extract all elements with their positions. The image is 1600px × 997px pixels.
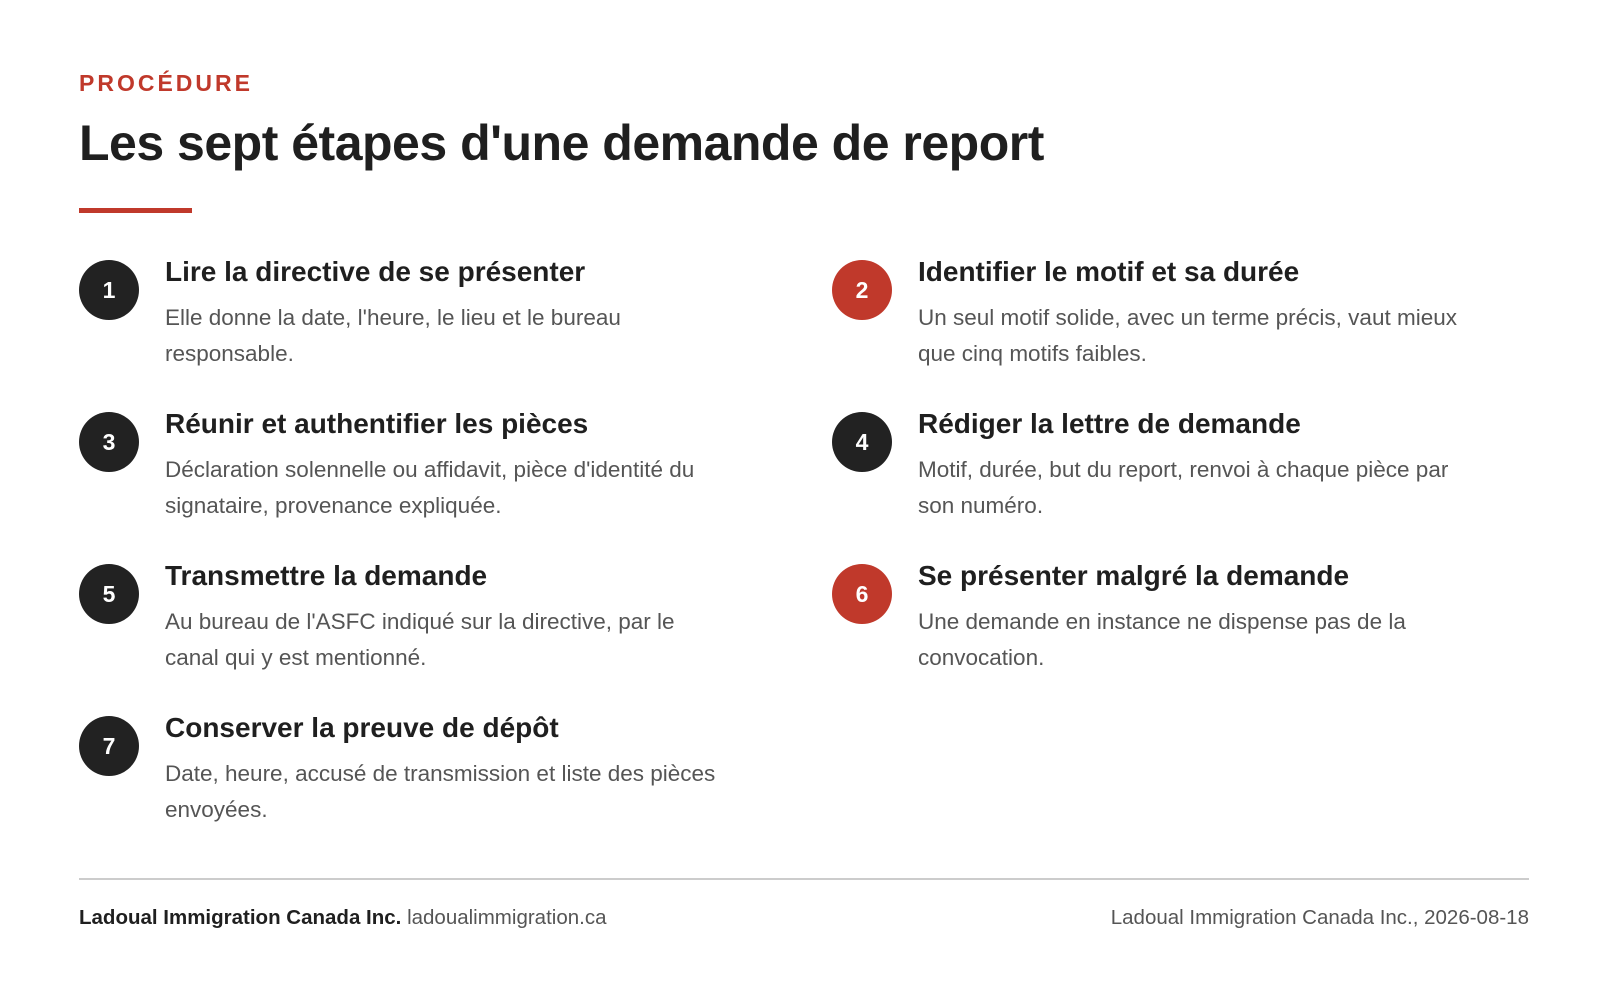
step-1 <box>79 256 719 386</box>
document-page <box>79 0 1529 997</box>
step-title: Rédiger la lettre de demande <box>918 408 1301 439</box>
step-title: Se présenter malgré la demande <box>918 560 1350 591</box>
step-title: Transmettre la demande <box>165 560 488 591</box>
title-underline <box>79 208 192 213</box>
footer-credit: Ladoual Immigration Canada Inc., 2026-08-18 <box>1110 906 1529 929</box>
step-7 <box>79 712 719 842</box>
step-number-badge: 7 <box>79 716 139 776</box>
step-number-badge: 5 <box>79 564 139 624</box>
page-title: Les sept étapes d'une demande de report <box>79 115 1044 171</box>
step-title: Identifier le motif et sa durée <box>918 256 1300 287</box>
step-title: Lire la directive de se présenter <box>165 256 586 287</box>
footer-website-link[interactable]: ladoualimmigration.ca <box>407 906 607 929</box>
section-eyebrow: PROCÉDURE <box>79 70 253 96</box>
step-description: Une demande en instance ne dispense pas de la convocation. <box>918 609 1406 670</box>
step-6 <box>832 560 1472 690</box>
step-number-badge: 4 <box>832 412 892 472</box>
step-description: Elle donne la date, l'heure, le lieu et le bureau responsable. <box>165 305 621 366</box>
step-2 <box>832 256 1472 386</box>
step-description: Un seul motif solide, avec un terme précis, vaut mieux que cinq motifs faibles. <box>918 305 1457 366</box>
step-4 <box>832 408 1472 538</box>
footer-brand <box>79 906 606 930</box>
step-title: Réunir et authentifier les pièces <box>165 408 589 439</box>
step-description: Date, heure, accusé de transmission et liste des pièces envoyées. <box>165 761 716 822</box>
step-description: Au bureau de l'ASFC indiqué sur la directive, par le canal qui y est mentionné. <box>165 609 675 670</box>
step-description: Déclaration solennelle ou affidavit, pièce d'identité du signataire, provenance expliquée. <box>165 457 695 518</box>
step-number-badge: 2 <box>832 260 892 320</box>
step-5 <box>79 560 719 690</box>
step-title: Conserver la preuve de dépôt <box>165 712 559 743</box>
step-description: Motif, durée, but du report, renvoi à chaque pièce par son numéro. <box>918 457 1449 518</box>
step-number-badge: 3 <box>79 412 139 472</box>
footer-organization: Ladoual Immigration Canada Inc. <box>79 906 402 929</box>
step-number-badge: 1 <box>79 260 139 320</box>
step-number-badge: 6 <box>832 564 892 624</box>
step-3 <box>79 408 719 538</box>
footer-divider <box>79 878 1529 880</box>
